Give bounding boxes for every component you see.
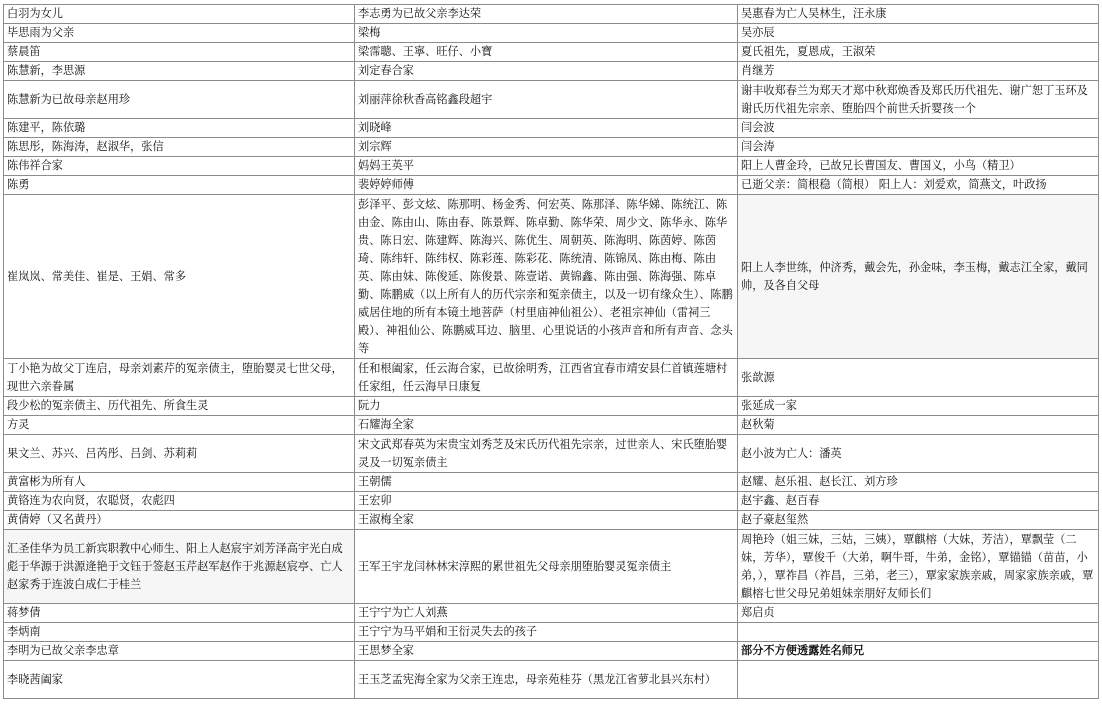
cell: 王宁宁为马平娟和王衍灵失去的孩子 xyxy=(355,623,738,642)
cell xyxy=(738,623,1099,642)
cell: 汇圣佳华为员工新宾职教中心师生、阳上人赵宸宇刘芳泽高宇光白成彪于华源于洪源逄艳于文钰于签赵玉芹赵军赵作于兆源赵宸亭、亡人赵家秀于连波白成仁于桂兰 xyxy=(4,530,355,604)
cell: 毕思雨为父亲 xyxy=(4,24,355,43)
cell: 裴婷婷师傅 xyxy=(355,176,738,195)
cell: 任和根阖家，任云海合家，已故徐明秀，江西省宜春市靖安县仁首镇莲塘村任家组，任云海早日康复 xyxy=(355,359,738,397)
cell: 黄铬连为农向贤，农聪贤，农彪四 xyxy=(4,492,355,511)
donor-table xyxy=(3,4,1099,699)
table-row xyxy=(4,195,1099,359)
cell: 夏氏祖先，夏恩成，王淑荣 xyxy=(738,43,1099,62)
cell: 石耀海全家 xyxy=(355,416,738,435)
table-row xyxy=(4,119,1099,138)
cell: 方灵 xyxy=(4,416,355,435)
cell: 赵耀、赵乐祖、赵长江、刘方珍 xyxy=(738,473,1099,492)
table-row xyxy=(4,176,1099,195)
cell: 王玉芝孟宪海全家为父亲王连忠，母亲苑桂芬（黑龙江省萝北县兴东村） xyxy=(355,661,738,699)
cell: 郑启贞 xyxy=(738,604,1099,623)
cell: 妈妈王英平 xyxy=(355,157,738,176)
cell: 王淑梅全家 xyxy=(355,511,738,530)
cell: 赵子豪赵玺然 xyxy=(738,511,1099,530)
cell: 刘丽萍徐秋香高铭鑫段超宇 xyxy=(355,81,738,119)
table-row xyxy=(4,43,1099,62)
cell: 阮力 xyxy=(355,397,738,416)
cell: 梁霈聰、王寧、旺仔、小寶 xyxy=(355,43,738,62)
cell: 已逝父亲：简根稳（简根） 阳上人：刘爱欢，简燕文，叶政扬 xyxy=(738,176,1099,195)
cell: 彭泽平、彭文炫、陈那明、杨金秀、何宏英、陈那泽、陈华娣、陈统江、陈由金、陈由山、陈由春、陈景辉、陈卓勤、陈华荣、周少文、陈华永、陈华贵、陈日宏、陈建辉、陈海兴、陈优生、周朝英、陈海明、陈茵婷、陈茵琦、陈纬轩、陈纬权、陈彩莲、陈彩花、陈统清、陈锦凤、陈由梅、陈由英、陈由妹、陈俊延、陈俊景、陈壹诺、黄锦鑫、陈由强、陈海强、陈卓勤、陈鹏威（以上所有人的历代宗亲和冤亲债主，以及一切有缘众生）、陈鹏威居住地的所有本镜土地菩萨（村里庙神仙祖公）、老祖宗神仙（雷祠三殿）、神祖仙公、陈鹏威耳边、脑里、心里说话的小孩声音和所有声音、念头等 xyxy=(355,195,738,359)
cell: 刘定春合家 xyxy=(355,62,738,81)
cell: 蔡晨笛 xyxy=(4,43,355,62)
cell: 陈思彤，陈海涛，赵淑华，张信 xyxy=(4,138,355,157)
cell: 赵宇鑫、赵百春 xyxy=(738,492,1099,511)
table-row xyxy=(4,661,1099,699)
cell: 肖继芳 xyxy=(738,62,1099,81)
cell: 王宏卯 xyxy=(355,492,738,511)
table-row xyxy=(4,604,1099,623)
cell: 李炳南 xyxy=(4,623,355,642)
table-row xyxy=(4,511,1099,530)
cell: 闫会涛 xyxy=(738,138,1099,157)
table-row xyxy=(4,416,1099,435)
cell: 崔岚岚、常美佳、崔是、王娟、常多 xyxy=(4,195,355,359)
table-row xyxy=(4,435,1099,473)
cell: 丁小艳为故父丁连启，母亲刘素芹的冤亲债主，堕胎婴灵七世父母，现世六亲眷属 xyxy=(4,359,355,397)
cell: 陈建平，陈依璐 xyxy=(4,119,355,138)
cell: 陈慧新，李思源 xyxy=(4,62,355,81)
cell: 王思梦全家 xyxy=(355,642,738,661)
cell: 闫会波 xyxy=(738,119,1099,138)
table-row xyxy=(4,138,1099,157)
table-row xyxy=(4,359,1099,397)
cell: 王宁宁为亡人刘燕 xyxy=(355,604,738,623)
cell: 吴惠春为亡人吴林生，汪永康 xyxy=(738,5,1099,24)
table-row xyxy=(4,24,1099,43)
table-row xyxy=(4,642,1099,661)
cell: 李晓茜阖家 xyxy=(4,661,355,699)
cell: 白羽为女儿 xyxy=(4,5,355,24)
cell: 张延成一家 xyxy=(738,397,1099,416)
cell: 阳上人李世练，仲济秀，戴会先，孙金味，李玉梅，戴志江全家，戴同帅，及各自父母 xyxy=(738,195,1099,359)
cell: 蒋梦倩 xyxy=(4,604,355,623)
cell: 周艳玲（姐三妹，三姑，三姨），覃麒榕（大妹，芳洁），覃飘莹（二妹，芳华），覃俊千（大弟，啊牛哥，牛弟，金铭），覃锚锚（苗苗，小弟，），覃祚昌（祚昌，三弟，老三），覃家家族亲戚，周家家族亲戚，覃麒榕七世父母兄弟姐妹亲朋好友师长们 xyxy=(738,530,1099,604)
cell: 陈慧新为已故母亲赵用珍 xyxy=(4,81,355,119)
cell: 王军王宇龙闫林林宋淳熙的累世祖先父母亲朋堕胎婴灵冤亲债主 xyxy=(355,530,738,604)
table-row xyxy=(4,623,1099,642)
table-row xyxy=(4,492,1099,511)
cell: 部分不方便透露姓名师兄 xyxy=(738,642,1099,661)
table-row xyxy=(4,62,1099,81)
table-row xyxy=(4,157,1099,176)
cell xyxy=(738,661,1099,699)
cell: 阳上人曹金玲，已故兄长曹国友、曹国义，小鸟（精卫） xyxy=(738,157,1099,176)
cell: 黄倩婷（又名黄丹） xyxy=(4,511,355,530)
cell: 刘宗辉 xyxy=(355,138,738,157)
cell: 刘晓峰 xyxy=(355,119,738,138)
cell: 赵小波为亡人：潘英 xyxy=(738,435,1099,473)
table-row xyxy=(4,397,1099,416)
table-row xyxy=(4,5,1099,24)
cell: 谢丰收郑春兰为郑天才郑中秋郑焕香及郑氏历代祖先、谢广恕丁玉环及谢氏历代祖先宗亲、堕胎四个前世夭折婴孩一个 xyxy=(738,81,1099,119)
table-row xyxy=(4,530,1099,604)
cell: 王朝儒 xyxy=(355,473,738,492)
cell: 果文兰、苏兴、吕芮彤、吕剑、苏莉莉 xyxy=(4,435,355,473)
cell: 赵秋菊 xyxy=(738,416,1099,435)
cell: 李志勇为已故父亲李达荣 xyxy=(355,5,738,24)
cell: 梁梅 xyxy=(355,24,738,43)
cell: 李明为已故父亲李忠章 xyxy=(4,642,355,661)
cell: 宋文武郑春英为宋贵宝刘秀芝及宋氏历代祖先宗亲，过世亲人、宋氏堕胎婴灵及一切冤亲债主 xyxy=(355,435,738,473)
cell: 陈伟祥合家 xyxy=(4,157,355,176)
cell: 张歆源 xyxy=(738,359,1099,397)
table-row xyxy=(4,473,1099,492)
cell: 陈勇 xyxy=(4,176,355,195)
table-row xyxy=(4,81,1099,119)
cell: 黄富彬为所有人 xyxy=(4,473,355,492)
cell: 段少松的冤亲债主、历代祖先、所食生灵 xyxy=(4,397,355,416)
cell: 吴亦辰 xyxy=(738,24,1099,43)
